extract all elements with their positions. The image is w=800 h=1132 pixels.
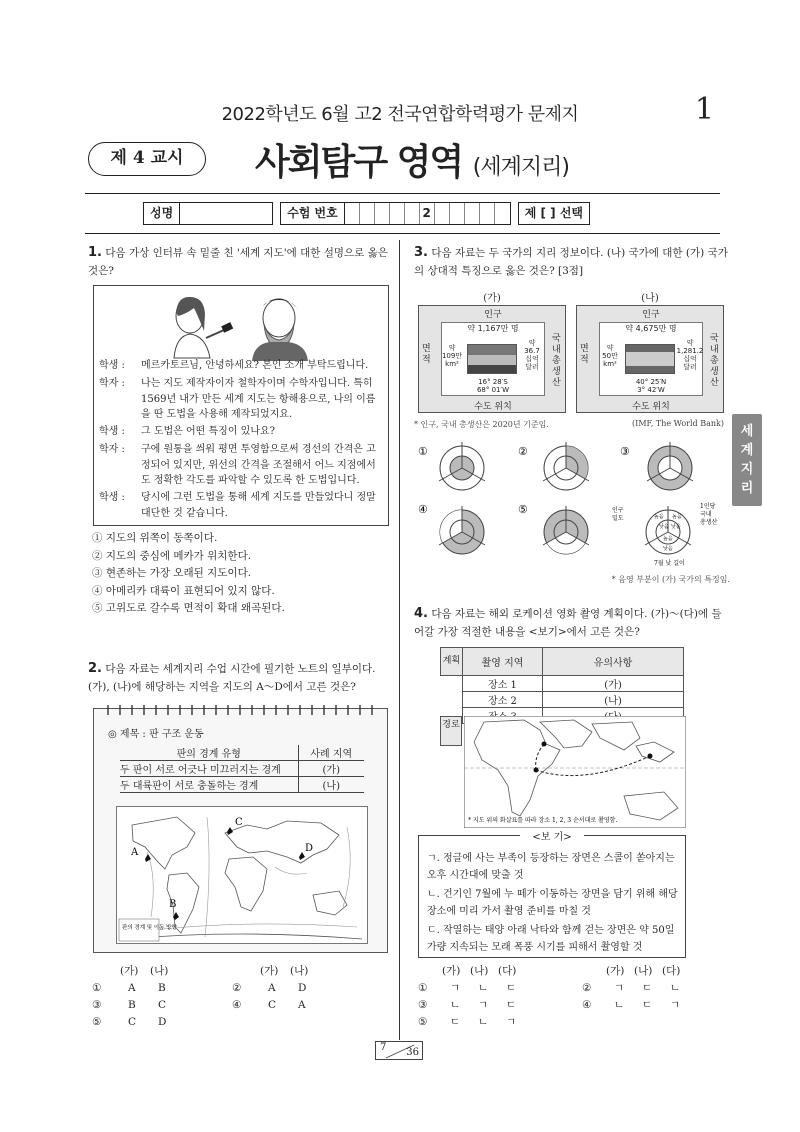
exam-digit-cell[interactable] — [495, 203, 510, 224]
answer-option[interactable]: ① — [418, 982, 428, 994]
question-prompt: 다음 가상 인터뷰 속 밑줄 친 '세계 지도'에 대한 설명으로 옳은 것은? — [88, 247, 388, 277]
dialogue-line: 학생 : 그 도법은 어떤 특징이 있나요? — [99, 426, 275, 437]
exam-digit-cell[interactable] — [390, 203, 405, 224]
q3-legend — [612, 502, 718, 567]
interview-illustration — [94, 286, 390, 361]
plate-map — [116, 806, 368, 944]
map-legend: 판의 경계 및 이동 방향 — [122, 925, 177, 931]
svg-text:밀도: 밀도 — [612, 515, 624, 522]
q1-options — [92, 530, 392, 618]
filming-plan-table — [440, 647, 684, 724]
q4-options: (가) (나) (다) (가) (나) (다) ① ㄱ ㄴ ㄷ ② ㄱ ㄷ ㄴ ③ ㄴ ㄱ ㄷ ④ ㄴ ㄷ ㄱ ⑤ ㄷ ㄴ ㄱ — [418, 963, 728, 1031]
table-header: 촬영 지역 — [463, 648, 543, 676]
choice-box — [518, 202, 590, 225]
map-note: * 지도 위의 화살표를 따라 장소 1, 2, 3 순서대로 촬영함. — [468, 817, 618, 824]
exam-digit-cell[interactable] — [480, 203, 495, 224]
answer-option[interactable]: ⑤ — [92, 1016, 102, 1028]
exam-digit-cell[interactable] — [375, 203, 390, 224]
question-number: 1. — [88, 245, 102, 260]
panel-label: (가) — [483, 293, 501, 304]
options-header: (가) (나) (다) (가) (나) (다) — [442, 965, 681, 977]
exam-digit-cell[interactable] — [435, 203, 450, 224]
q3-option-3-diagram — [647, 442, 693, 490]
table-cell: (나) — [543, 692, 684, 708]
map-label: B — [169, 899, 177, 910]
table-cell: 두 판이 서로 어긋나 미끄러지는 경계 — [120, 761, 298, 777]
route-map — [464, 716, 686, 828]
answer-option[interactable]: ④ — [232, 999, 242, 1011]
map-label: D — [305, 843, 314, 854]
answer-option[interactable]: ③ — [418, 999, 428, 1011]
table-cell: 장소 1 — [463, 676, 543, 692]
table-cell: (가) — [298, 761, 364, 777]
subject-side-tab — [732, 414, 762, 506]
spiral-binding — [94, 703, 389, 717]
bogi-item: ㄷ. 작열하는 태양 아래 낙타와 함께 걷는 장면은 약 50일가량 지속되는 모래 폭풍 시기를 피해서 촬영할 것 — [427, 925, 675, 953]
interview-box — [93, 285, 389, 526]
header-rule-2 — [85, 233, 720, 234]
flag-na-icon — [625, 344, 675, 374]
flag-ga-icon — [467, 344, 517, 374]
question-prompt: 다음 자료는 해외 로케이션 영화 촬영 계획이다. (가)～(다)에 들어갈 가장 적절한 내용을 <보기>에서 고른 것은? — [414, 608, 722, 638]
svg-text:국내: 국내 — [700, 511, 712, 518]
q3-option-label[interactable]: ④ — [418, 503, 428, 516]
answer-option[interactable]: ① — [92, 982, 102, 994]
answer-option[interactable]: ④ — [582, 999, 592, 1011]
question-number: 4. — [414, 606, 428, 621]
q3-note: * 인구, 국내 총생산은 2020년 기준임. — [414, 420, 549, 429]
svg-text:1인당: 1인당 — [700, 503, 716, 510]
answer-option[interactable]: ② — [232, 982, 242, 994]
question-1 — [88, 244, 388, 280]
answer-option[interactable]: ③ — [92, 999, 102, 1011]
q3-option-1-diagram — [439, 442, 485, 490]
subject-title — [255, 134, 569, 185]
exam-digit-cell[interactable] — [360, 203, 375, 224]
q3-option-label[interactable]: ③ — [620, 445, 630, 458]
row-head: 계획 — [441, 648, 463, 676]
bogi-box — [418, 835, 686, 958]
exam-digit-cell[interactable] — [465, 203, 480, 224]
question-prompt: 다음 자료는 세계지리 수업 시간에 필기한 노트의 일부이다. (가), (나)에 해당하는 지역을 지도의 A～D에서 고른 것은? — [88, 663, 376, 693]
name-box — [143, 202, 273, 225]
period-badge: 제 4 교시 — [88, 142, 206, 176]
bogi-item: ㄱ. 정글에 사는 부족이 등장하는 장면은 스콜이 쏟아지는 오후 시간대에 맞출 것 — [427, 853, 675, 881]
africa-shape — [225, 857, 267, 911]
question-number: 3. — [414, 245, 428, 260]
table-cell: 장소 2 — [463, 692, 543, 708]
australia-shape — [313, 891, 347, 915]
answer-option[interactable]: ⑤ — [418, 1016, 428, 1028]
answer-option[interactable]: ② — [582, 982, 592, 994]
plate-table — [120, 745, 364, 793]
question-3 — [414, 244, 729, 280]
panel-label: (나) — [641, 293, 659, 304]
bogi-title: <보 기> — [520, 828, 584, 843]
svg-text:높음: 높음 — [672, 514, 682, 520]
bogi-item: ㄴ. 건기인 7월에 누 떼가 이동하는 장면을 담기 위해 해당 장소에 미리 가서 촬영 준비를 마칠 것 — [427, 889, 678, 917]
scholar-figure — [252, 298, 308, 361]
exam-number-label: 수험 번호 — [281, 203, 345, 224]
svg-text:낮음: 낮음 — [659, 524, 669, 530]
footer-total: 36 — [406, 1047, 419, 1058]
country-panel-ga: 인구 약 1,167만 명 수도 위치 면적 국내총생산 약 109만 km² 약 36.7 십억 달러 16° 28′S 68° 01′W — [418, 305, 566, 413]
question-number: 2. — [88, 661, 102, 676]
subject-sub: (세계지리) — [472, 155, 569, 180]
subject-main: 사회탐구 영역 — [255, 142, 463, 183]
footer-page: 7 — [380, 1042, 387, 1053]
question-prompt: 다음 자료는 두 국가의 지리 정보이다. (나) 국가에 대한 (가) 국가의 상대적 특징으로 옳은 것은? [3점] — [414, 247, 728, 277]
answer-option[interactable]: ③ 현존하는 가장 오래된 지도이다. — [92, 567, 252, 579]
notebook — [93, 708, 388, 953]
table-cell: 두 대륙판이 서로 충돌하는 경계 — [120, 777, 298, 793]
exam-digit-cell[interactable] — [450, 203, 465, 224]
svg-text:낮음: 낮음 — [671, 524, 681, 530]
dialogue-line: 학자 : 구에 원통을 씌워 평면 투영함으로써 경선의 간격은 고정되어 있지만, 위선의 간격을 조절해서 어느 지점에서도 정확한 각도를 파악할 수 있도록 한 도법입니다. — [99, 444, 376, 486]
answer-option[interactable]: ② 지도의 중심에 메카가 위치한다. — [92, 549, 252, 562]
student-figure — [174, 297, 233, 358]
q3-option-2-diagram — [543, 442, 589, 490]
q3-option-label[interactable]: ② — [518, 445, 528, 458]
name-field[interactable] — [180, 203, 272, 224]
table-header: 사례 지역 — [298, 745, 364, 761]
dialogue-line: 학생 : 메르카토르님, 안녕하세요? 본인 소개 부탁드립니다. — [99, 360, 369, 371]
route-head: 경로 — [440, 716, 462, 746]
question-4 — [414, 605, 729, 641]
exam-digit-cell[interactable] — [345, 203, 360, 224]
side-tab-text: 세계지리 — [740, 424, 754, 496]
antarctica-shape — [127, 934, 362, 939]
header-rule — [85, 193, 720, 194]
q3-option-5-diagram — [543, 506, 589, 554]
q3-option-label[interactable]: ⑤ — [518, 503, 528, 516]
q2-options: (가) (나) (가) (나) ① A B ② A D ③ B C ④ C A ⑤ C D — [92, 963, 392, 1031]
info-bar — [143, 202, 590, 225]
exam-title: 2022학년도 6월 고2 전국연합학력평가 문제지 — [221, 104, 579, 125]
svg-text:7월 낮 길이: 7월 낮 길이 — [654, 560, 685, 567]
page-number: 1 — [694, 92, 714, 127]
exam-number-box — [280, 202, 511, 225]
country-panel-na: 인구 약 4,675만 명 수도 위치 면적 국내총생산 약 50만 km² 약 1,281.2 십억 달러 40° 25′N 3° 42′W — [576, 305, 724, 413]
q3-option-label[interactable]: ① — [418, 445, 428, 458]
q3-caption: * 음영 부분이 (가) 국가의 특징임. — [611, 575, 730, 584]
map-label: C — [235, 817, 243, 828]
svg-text:인구: 인구 — [612, 507, 624, 514]
answer-option[interactable]: ① 지도의 위쪽이 동쪽이다. — [92, 532, 218, 544]
q3-option-diagrams — [414, 440, 734, 575]
question-2 — [88, 660, 388, 696]
q3-source: (IMF, The World Bank) — [632, 419, 724, 428]
note-title: ◎ 제목 : 판 구조 운동 — [108, 729, 204, 740]
exam-digit-cell[interactable] — [405, 203, 420, 224]
north-america-shape — [132, 817, 195, 869]
name-label: 성명 — [144, 203, 180, 224]
exam-digit-fixed: 2 — [420, 203, 435, 224]
answer-option[interactable]: ④ 아메리카 대륙이 표현되어 있지 않다. — [92, 584, 275, 597]
dialogue-line: 학자 : 나는 지도 제작자이자 철학자이며 수학자입니다. 특히 1569년 내가 만든 세계 지도는 항해용으로, 나의 이름을 딴 도법을 사용해 제작되었지요. — [99, 378, 376, 420]
q3-option-4-diagram — [439, 506, 485, 554]
map-label: A — [131, 847, 139, 858]
svg-text:높음: 높음 — [654, 514, 664, 520]
answer-option[interactable]: ⑤ 고위도로 갈수록 면적이 확대 왜곡된다. — [92, 602, 285, 614]
options-header: (가) (나) (가) (나) — [120, 965, 309, 977]
table-cell: (나) — [298, 777, 364, 793]
svg-text:총생산: 총생산 — [700, 519, 718, 526]
table-cell: (가) — [543, 676, 684, 692]
table-header: 유의사항 — [543, 648, 684, 676]
svg-text:높음: 높음 — [663, 536, 673, 542]
page-footer — [375, 1041, 423, 1060]
dialogue-line: 학생 : 당시에 그런 도법을 통해 세계 지도를 만들었다니 정말 대단한 것 같습니다. — [99, 492, 376, 519]
column-divider — [399, 240, 400, 1040]
choice-label: 제 [ ] 선택 — [524, 206, 584, 220]
svg-text:낮음: 낮음 — [663, 546, 673, 552]
table-header: 판의 경계 유형 — [120, 745, 298, 761]
